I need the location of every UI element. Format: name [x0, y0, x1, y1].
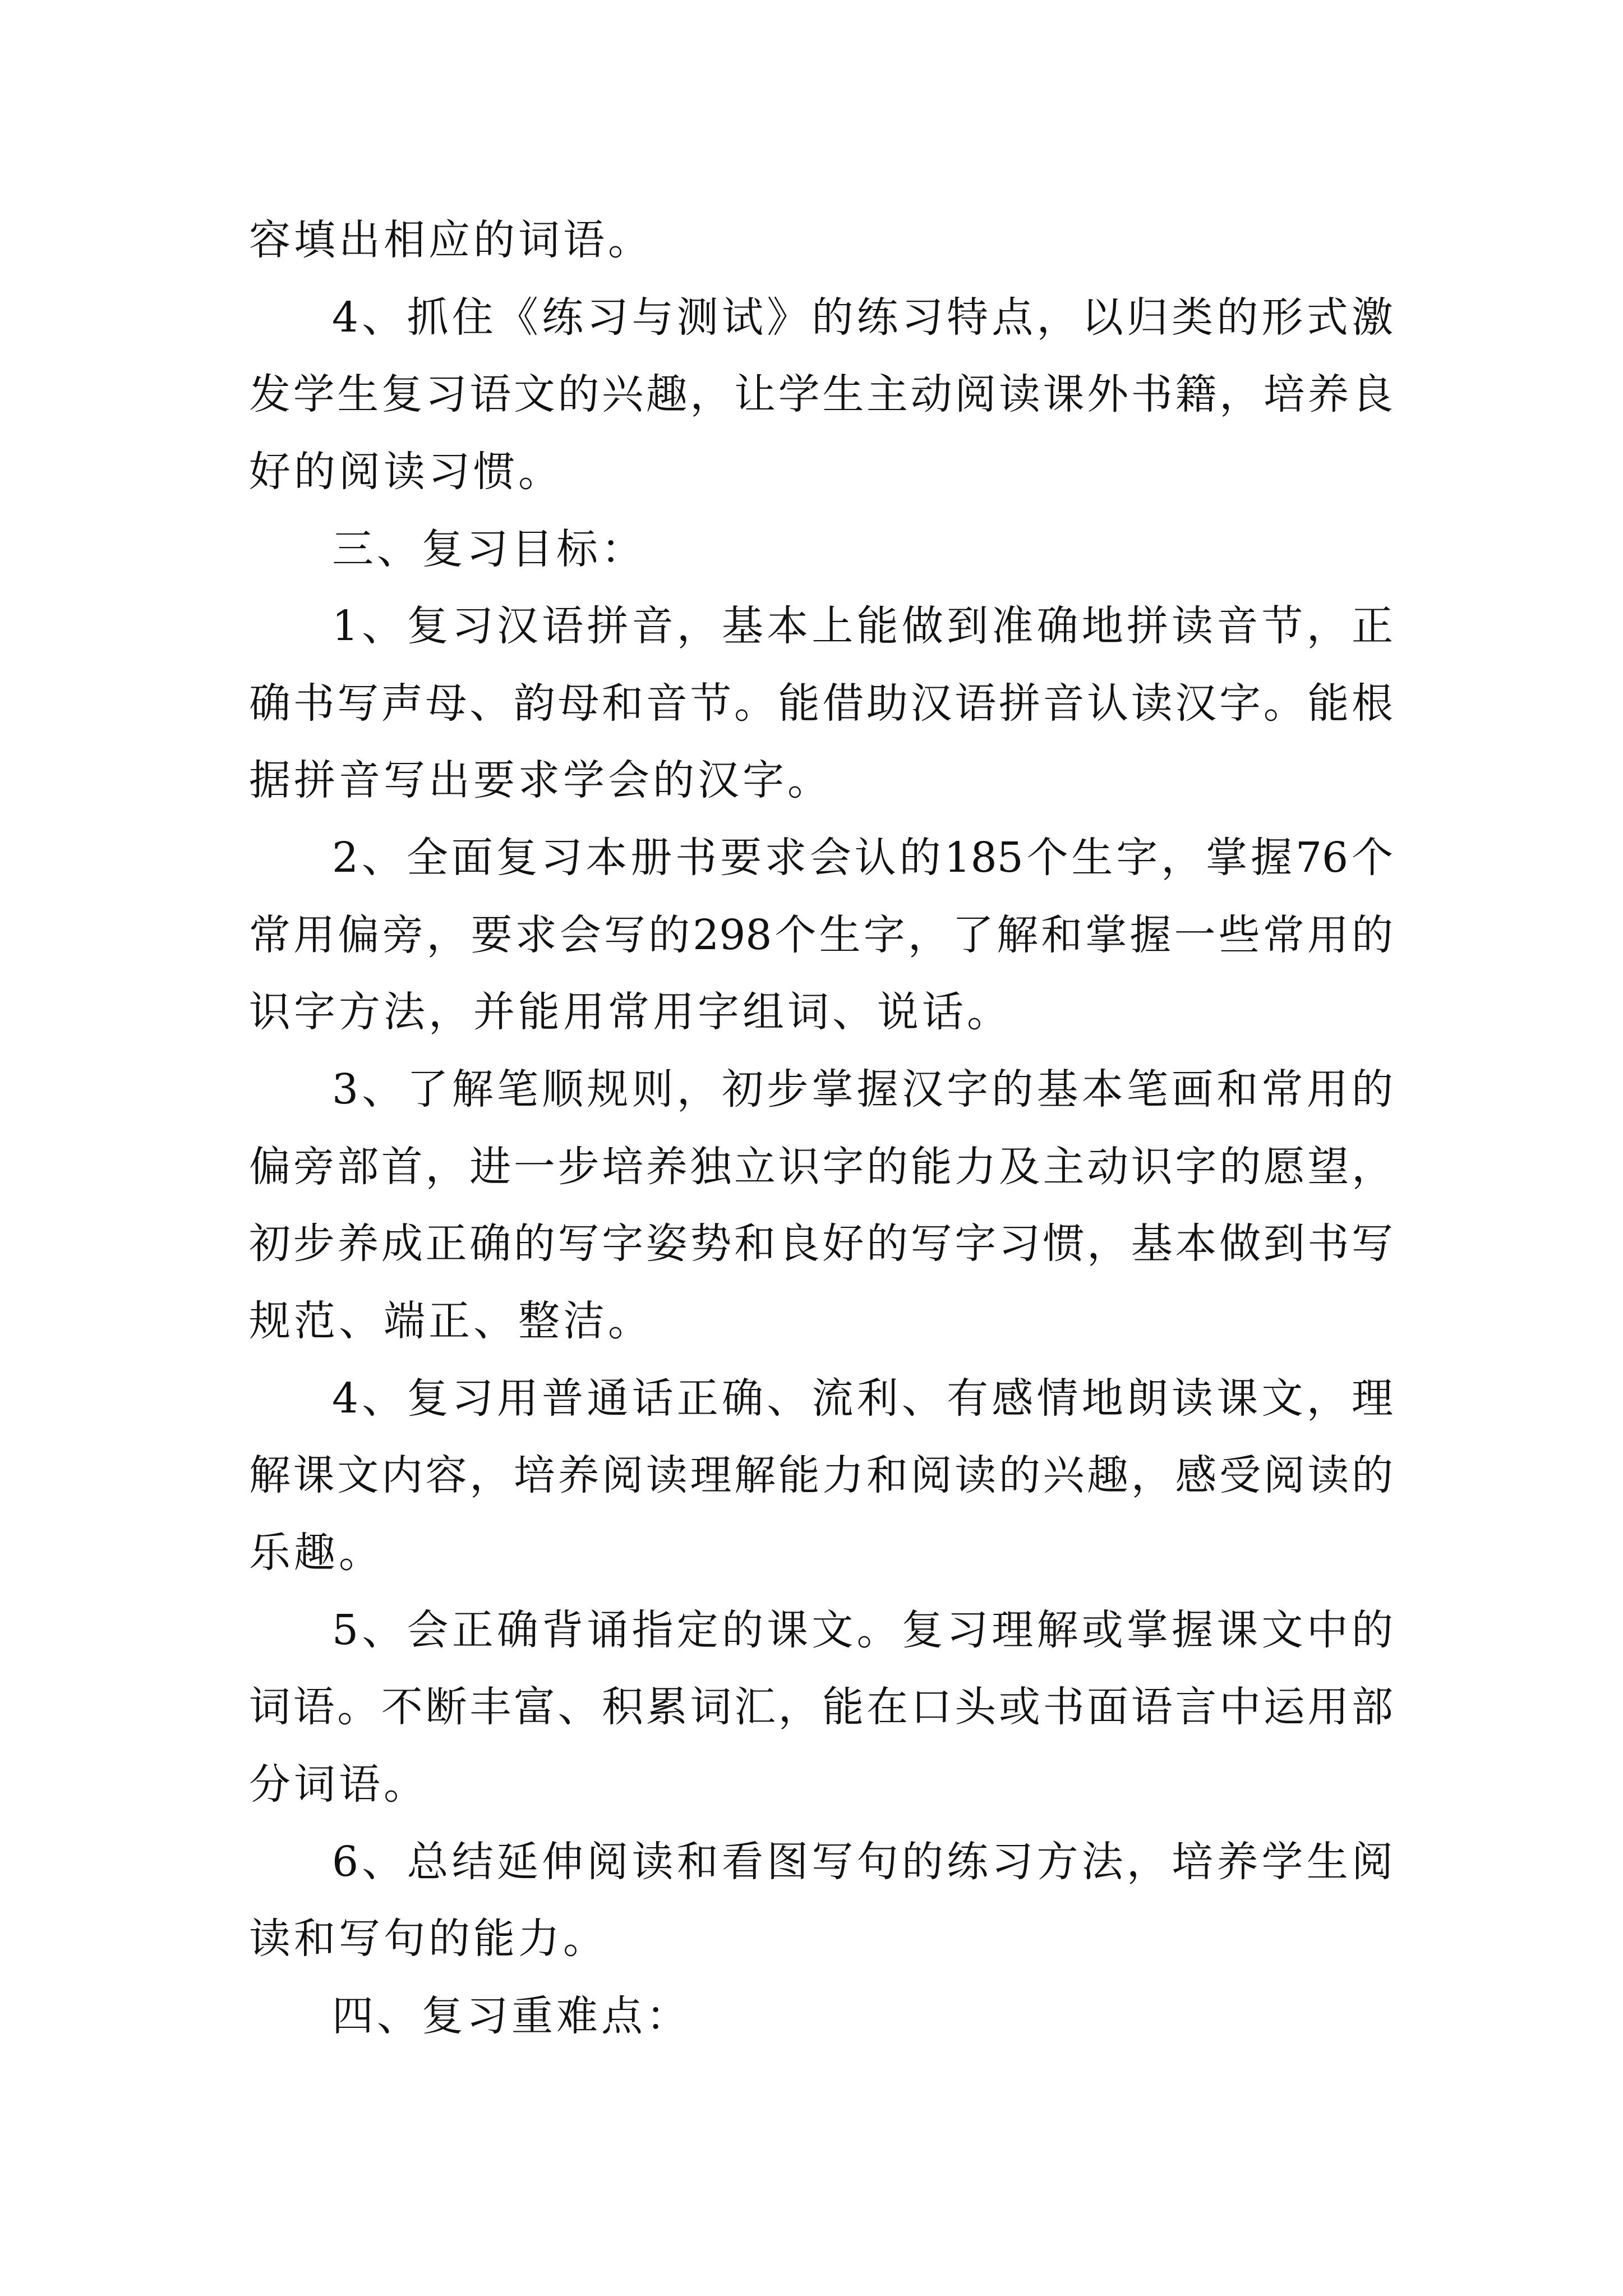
text-line: 6、总结延伸阅读和看图写句的练习方法，培养学生阅	[332, 1838, 1393, 1886]
text-line: 容填出相应的词语。	[249, 216, 653, 264]
text-line: 识字方法，并能用常用字组词、说话。	[249, 988, 1012, 1036]
text-line: 解课文内容，培养阅读理解能力和阅读的兴趣，感受阅读的	[249, 1451, 1393, 1499]
text-line: 4、复习用普通话正确、流利、有感情地朗读课文，理	[332, 1374, 1393, 1423]
section-heading: 三、复习目标：	[332, 525, 646, 573]
text-line: 1、复习汉语拼音，基本上能做到准确地拼读音节，正	[332, 602, 1393, 650]
text-line: 确书写声母、韵母和音节。能借助汉语拼音认读汉字。能根	[249, 679, 1393, 728]
text-line: 发学生复习语文的兴趣，让学生主动阅读课外书籍，培养良	[249, 370, 1393, 418]
text-line: 常用偏旁，要求会写的298个生字，了解和掌握一些常用的	[249, 911, 1393, 959]
text-line: 2、全面复习本册书要求会认的185个生字，掌握76个	[332, 834, 1393, 882]
text-line: 分词语。	[249, 1760, 428, 1809]
section-heading: 四、复习重难点：	[332, 1992, 691, 2040]
text-line: 好的阅读习惯。	[249, 448, 563, 496]
text-line: 5、会正确背诵指定的课文。复习理解或掌握课文中的	[332, 1606, 1393, 1654]
text-line: 初步养成正确的写字姿势和良好的写字习惯，基本做到书写	[249, 1220, 1393, 1268]
text-line: 规范、端正、整洁。	[249, 1297, 653, 1345]
text-line: 3、了解笔顺规则，初步掌握汉字的基本笔画和常用的	[332, 1065, 1393, 1114]
text-line: 偏旁部首，进一步培养独立识字的能力及主动识字的愿望，	[249, 1143, 1393, 1191]
text-line: 乐趣。	[249, 1529, 384, 1577]
text-line: 据拼音写出要求学会的汉字。	[249, 756, 832, 804]
text-line: 词语。不断丰富、积累词汇，能在口头或书面语言中运用部	[249, 1683, 1393, 1731]
text-line: 读和写句的能力。	[249, 1915, 608, 1963]
text-line: 4、抓住《练习与测试》的练习特点，以归类的形式激	[332, 293, 1393, 342]
